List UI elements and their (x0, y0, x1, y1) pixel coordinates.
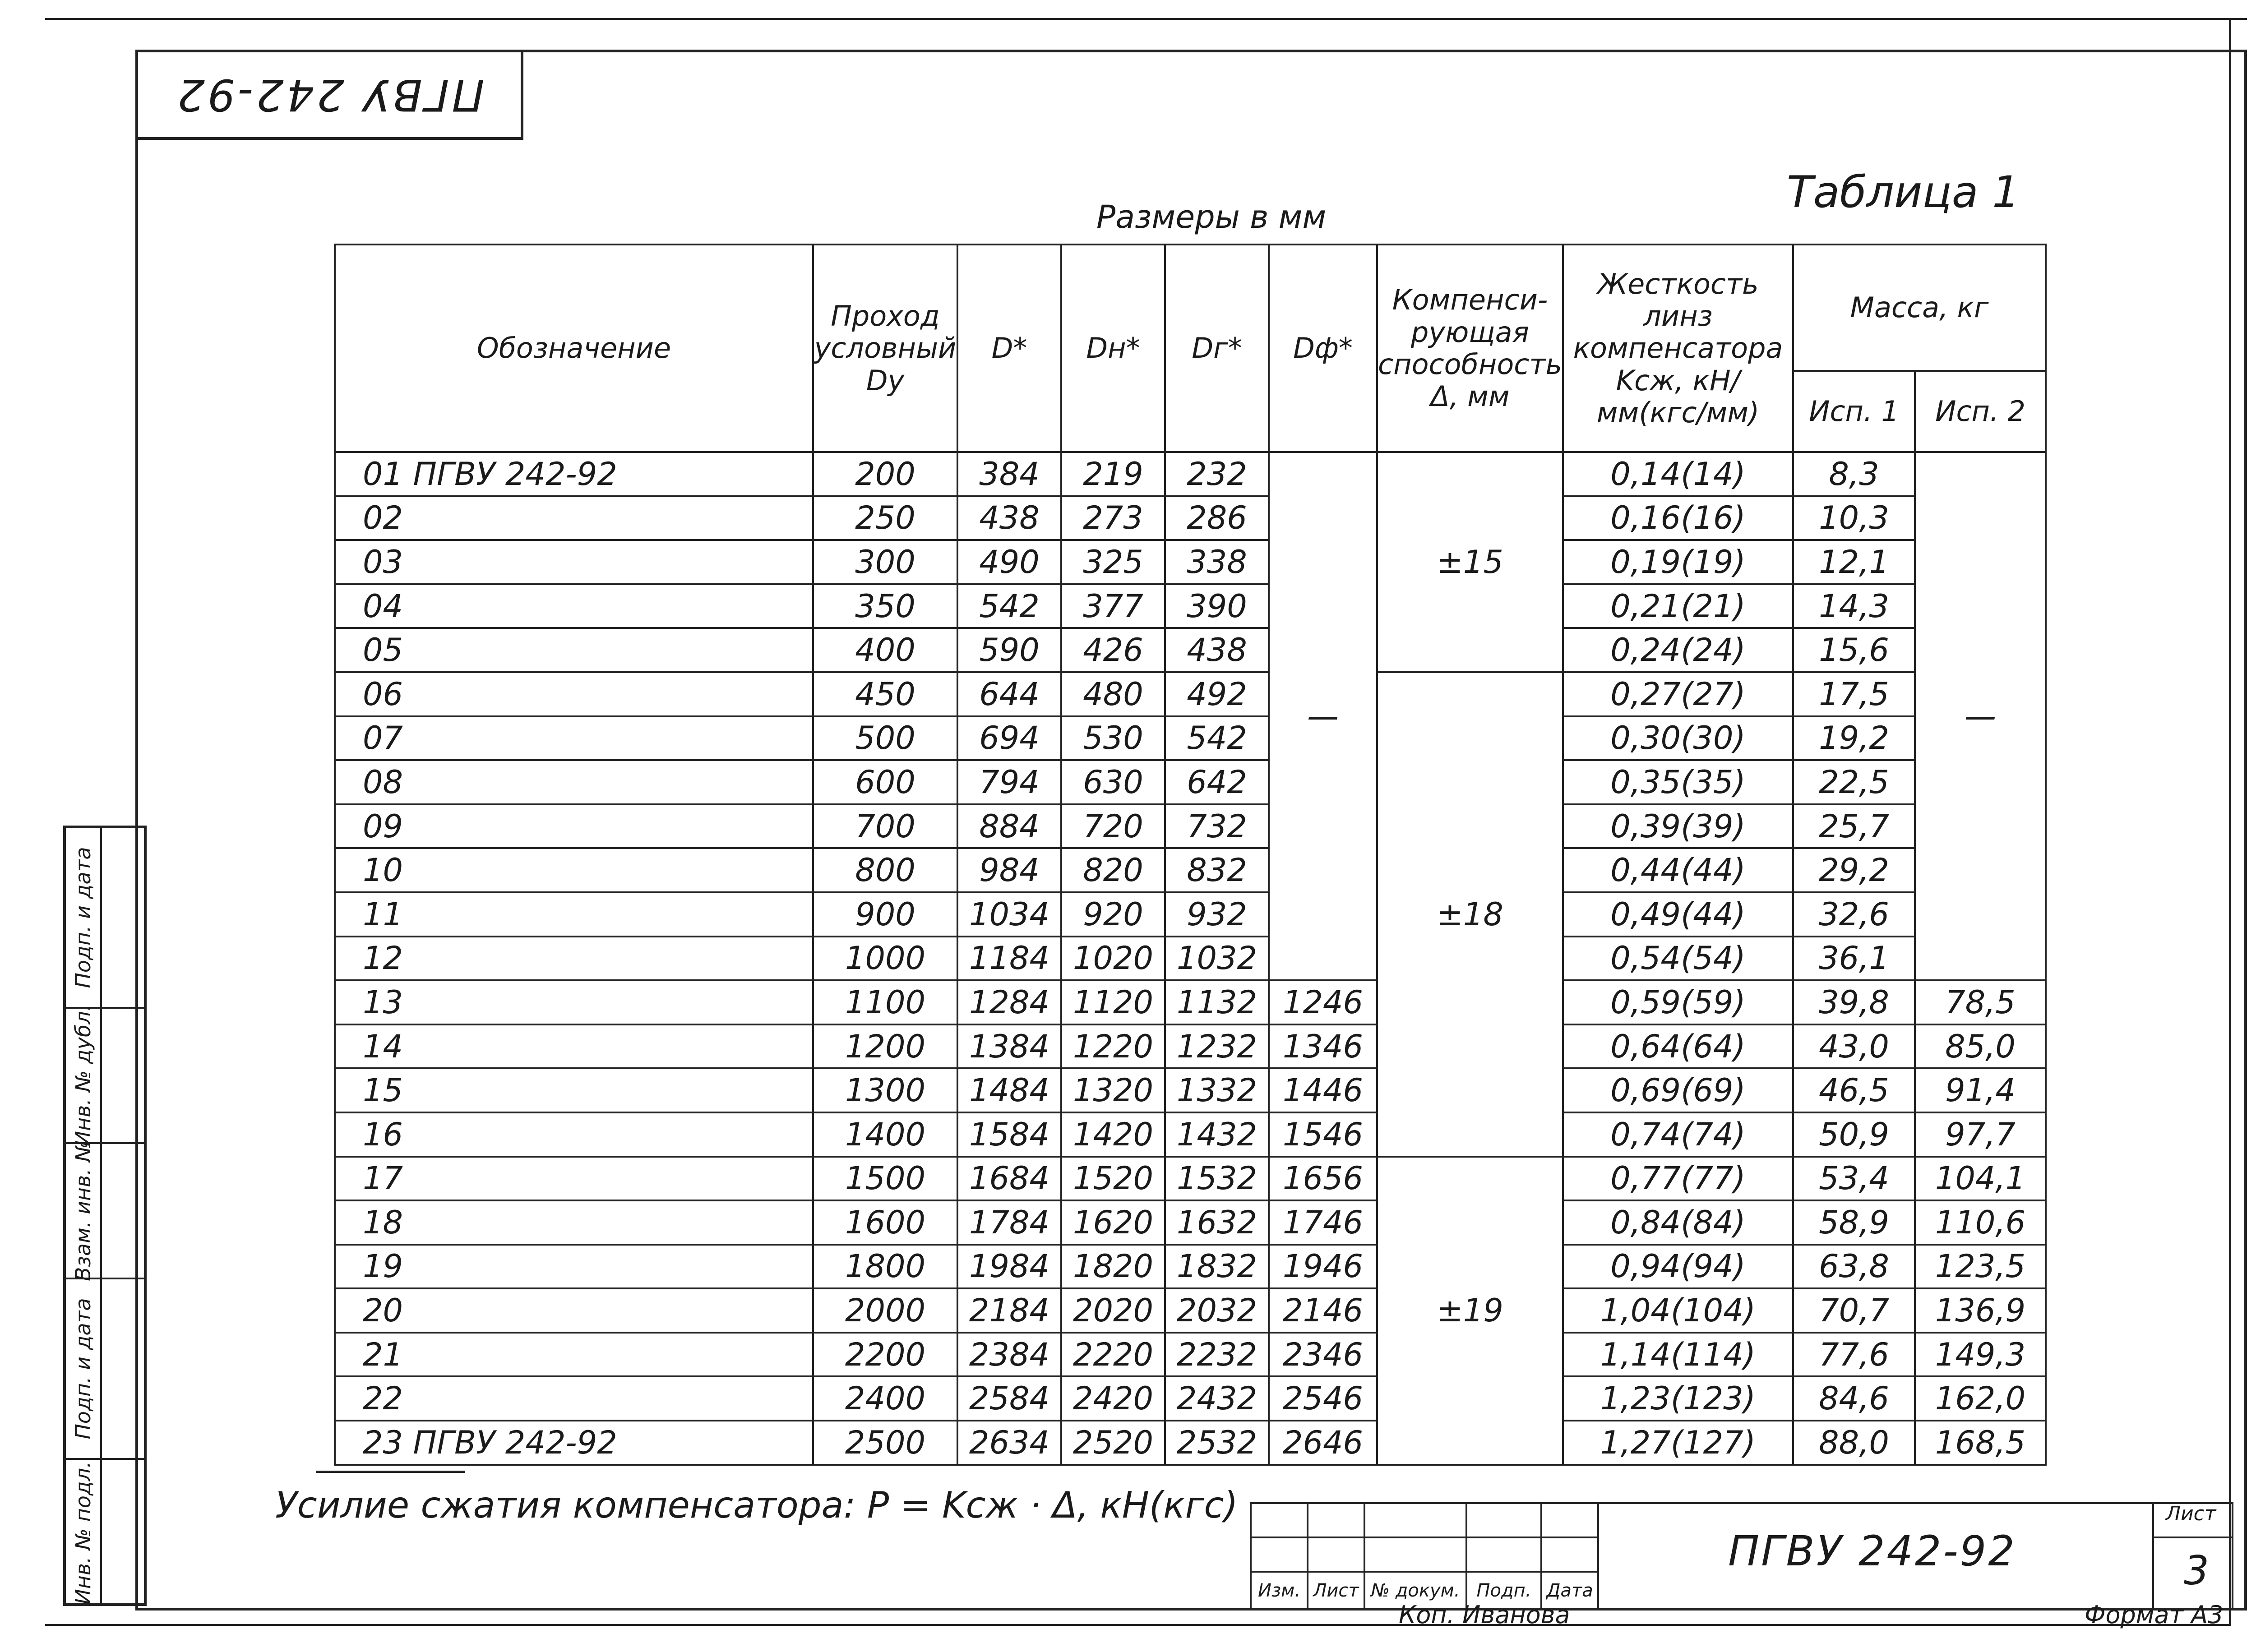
cell-d: 2384 (957, 1333, 1061, 1377)
cell-df-dash: — (1269, 452, 1377, 980)
cell-mass-isp1: 36,1 (1793, 937, 1915, 981)
tb-col-sign: Подп. (1465, 1571, 1542, 1610)
cell-d: 1984 (957, 1245, 1061, 1289)
header-dg: Dг* (1165, 245, 1269, 452)
force-note: Усилие сжатия компенсатора: P = Kсж · Δ, кН(кгс) (275, 1484, 1238, 1526)
table-row (335, 848, 2046, 892)
cell-d: 794 (957, 760, 1061, 804)
cell-dy: 800 (813, 848, 957, 892)
top-stamp (135, 50, 523, 140)
cell-designation: 23 ПГВУ 242-92 (335, 1421, 813, 1465)
header-designation: Обозначение (335, 245, 813, 452)
cell-dn: 2420 (1061, 1376, 1165, 1421)
side-label-5: Инв. № подл. (71, 1461, 95, 1605)
tb-col-list: Лист (1307, 1571, 1365, 1610)
cell-mass-isp2: 78,5 (1915, 980, 2046, 1024)
table-row (335, 716, 2046, 761)
cell-stiffness: 1,14(114) (1563, 1333, 1793, 1377)
cell-dy: 1100 (813, 980, 957, 1024)
cell-d: 884 (957, 804, 1061, 849)
cell-mass-isp1: 43,0 (1793, 1024, 1915, 1069)
cell-designation: 16 (335, 1112, 813, 1157)
cell-d: 590 (957, 628, 1061, 672)
cell-d: 1384 (957, 1024, 1061, 1069)
cell-d: 542 (957, 584, 1061, 628)
cell-dy: 2400 (813, 1376, 957, 1421)
cell-dn: 1820 (1061, 1245, 1165, 1289)
cell-dg: 832 (1165, 848, 1269, 892)
sheet-number: 3 (2184, 1547, 2209, 1594)
cell-dy: 200 (813, 452, 957, 496)
cell-d: 438 (957, 496, 1061, 540)
table-row (335, 1288, 2046, 1333)
table-row (335, 1376, 2046, 1421)
cell-mass-isp1: 77,6 (1793, 1333, 1915, 1377)
cell-dn: 2520 (1061, 1421, 1165, 1465)
cell-dg: 492 (1165, 672, 1269, 716)
cell-stiffness: 0,59(59) (1563, 980, 1793, 1024)
cell-dg: 642 (1165, 760, 1269, 804)
cell-mass-isp1: 15,6 (1793, 628, 1915, 672)
cell-dg: 1532 (1165, 1157, 1269, 1201)
cell-stiffness: 0,69(69) (1563, 1068, 1793, 1112)
table-row (335, 1068, 2046, 1112)
outer-top-line (45, 18, 2247, 20)
cell-mass-isp1: 63,8 (1793, 1245, 1915, 1289)
cell-stiffness: 0,27(27) (1563, 672, 1793, 716)
cell-df: 2546 (1269, 1376, 1377, 1421)
table-row (335, 937, 2046, 981)
cell-stiffness: 0,94(94) (1563, 1245, 1793, 1289)
table-row (335, 672, 2046, 716)
cell-dg: 932 (1165, 892, 1269, 937)
cell-dn: 2220 (1061, 1333, 1165, 1377)
cell-dy: 900 (813, 892, 957, 937)
cell-dy: 350 (813, 584, 957, 628)
cell-designation: 17 (335, 1157, 813, 1201)
cell-dg: 286 (1165, 496, 1269, 540)
cell-dn: 720 (1061, 804, 1165, 849)
cell-dg: 1832 (1165, 1245, 1269, 1289)
cell-d: 1784 (957, 1200, 1061, 1245)
cell-dy: 1200 (813, 1024, 957, 1069)
header-mass: Масса, кг (1793, 245, 2046, 371)
cell-df: 1246 (1269, 980, 1377, 1024)
cell-designation: 18 (335, 1200, 813, 1245)
cell-dy: 300 (813, 540, 957, 584)
side-label-4: Подп. и дата (71, 1298, 95, 1440)
side-strip (63, 826, 147, 1606)
cell-designation: 11 (335, 892, 813, 937)
cell-mass-isp1: 12,1 (1793, 540, 1915, 584)
cell-dn: 530 (1061, 716, 1165, 761)
cell-dn: 1420 (1061, 1112, 1165, 1157)
side-cell-2 (66, 1004, 144, 1147)
header-d: D* (957, 245, 1061, 452)
cell-designation: 13 (335, 980, 813, 1024)
side-cell-1 (66, 828, 144, 1009)
cell-mass-isp2: 91,4 (1915, 1068, 2046, 1112)
cell-d: 384 (957, 452, 1061, 496)
cell-dn: 480 (1061, 672, 1165, 716)
cell-d: 644 (957, 672, 1061, 716)
cell-mass-isp2: 162,0 (1915, 1376, 2046, 1421)
cell-d: 2584 (957, 1376, 1061, 1421)
cell-stiffness: 0,49(44) (1563, 892, 1793, 937)
cell-stiffness: 0,74(74) (1563, 1112, 1793, 1157)
cell-mass-isp1: 39,8 (1793, 980, 1915, 1024)
table-row (335, 1333, 2046, 1377)
cell-stiffness: 0,16(16) (1563, 496, 1793, 540)
cell-df: 1656 (1269, 1157, 1377, 1201)
cell-designation: 10 (335, 848, 813, 892)
cell-stiffness: 0,19(19) (1563, 540, 1793, 584)
cell-stiffness: 0,39(39) (1563, 804, 1793, 849)
cell-designation: 07 (335, 716, 813, 761)
cell-d: 1034 (957, 892, 1061, 937)
cell-dy: 1800 (813, 1245, 957, 1289)
cell-dy: 1400 (813, 1112, 957, 1157)
cell-dg: 438 (1165, 628, 1269, 672)
format-label: Формат А3 (2085, 1601, 2224, 1629)
cell-mass-isp1: 17,5 (1793, 672, 1915, 716)
cell-dn: 820 (1061, 848, 1165, 892)
cell-compensation: ±18 (1377, 672, 1563, 1157)
cell-dn: 1220 (1061, 1024, 1165, 1069)
cell-d: 1484 (957, 1068, 1061, 1112)
cell-mass-isp1: 53,4 (1793, 1157, 1915, 1201)
outer-right-line (2229, 18, 2231, 1624)
cell-dg: 732 (1165, 804, 1269, 849)
cell-compensation: ±19 (1377, 1157, 1563, 1465)
cell-dy: 2200 (813, 1333, 957, 1377)
cell-dg: 1332 (1165, 1068, 1269, 1112)
top-stamp-code: ПГВУ 242-92 (174, 69, 485, 120)
cell-designation: 21 (335, 1333, 813, 1377)
cell-d: 984 (957, 848, 1061, 892)
cell-stiffness: 0,24(24) (1563, 628, 1793, 672)
cell-designation: 20 (335, 1288, 813, 1333)
tb-col-doc: № докум. (1364, 1571, 1467, 1610)
note-divider (316, 1471, 465, 1473)
table-number: Таблица 1 (1787, 167, 2020, 217)
cell-mass-isp1: 32,6 (1793, 892, 1915, 937)
document-code: ПГВУ 242-92 (1728, 1527, 2016, 1575)
cell-dn: 426 (1061, 628, 1165, 672)
cell-d: 694 (957, 716, 1061, 761)
cell-mass-isp2-dash: — (1915, 452, 2046, 980)
cell-mass-isp1: 25,7 (1793, 804, 1915, 849)
cell-dg: 232 (1165, 452, 1269, 496)
cell-stiffness: 0,44(44) (1563, 848, 1793, 892)
table-row (335, 1024, 2046, 1069)
table-row (335, 496, 2046, 540)
cell-d: 1284 (957, 980, 1061, 1024)
cell-dn: 273 (1061, 496, 1165, 540)
table-row (335, 1112, 2046, 1157)
cell-stiffness: 0,14(14) (1563, 452, 1793, 496)
cell-mass-isp1: 70,7 (1793, 1288, 1915, 1333)
table-row (335, 1421, 2046, 1465)
cell-mass-isp1: 8,3 (1793, 452, 1915, 496)
cell-dn: 219 (1061, 452, 1165, 496)
cell-dy: 250 (813, 496, 957, 540)
cell-stiffness: 1,23(123) (1563, 1376, 1793, 1421)
cell-stiffness: 0,84(84) (1563, 1200, 1793, 1245)
cell-compensation: ±15 (1377, 452, 1563, 672)
cell-stiffness: 0,21(21) (1563, 584, 1793, 628)
cell-dy: 1600 (813, 1200, 957, 1245)
side-cell-5 (66, 1460, 144, 1606)
cell-stiffness: 0,35(35) (1563, 760, 1793, 804)
cell-stiffness: 0,30(30) (1563, 716, 1793, 761)
cell-mass-isp2: 85,0 (1915, 1024, 2046, 1069)
cell-df: 1746 (1269, 1200, 1377, 1245)
cell-df: 1946 (1269, 1245, 1377, 1289)
cell-dy: 1500 (813, 1157, 957, 1201)
cell-dg: 2032 (1165, 1288, 1269, 1333)
cell-dy: 400 (813, 628, 957, 672)
cell-mass-isp2: 136,9 (1915, 1288, 2046, 1333)
cell-dg: 1032 (1165, 937, 1269, 981)
cell-designation: 22 (335, 1376, 813, 1421)
cell-df: 1546 (1269, 1112, 1377, 1157)
copy-label: Коп. Иванова (1399, 1601, 1570, 1629)
cell-dg: 1132 (1165, 980, 1269, 1024)
cell-dg: 1632 (1165, 1200, 1269, 1245)
cell-dy: 1300 (813, 1068, 957, 1112)
table-row (335, 452, 2046, 496)
cell-mass-isp1: 29,2 (1793, 848, 1915, 892)
cell-designation: 19 (335, 1245, 813, 1289)
cell-mass-isp1: 14,3 (1793, 584, 1915, 628)
table-row (335, 628, 2046, 672)
cell-mass-isp2: 110,6 (1915, 1200, 2046, 1245)
cell-d: 1184 (957, 937, 1061, 981)
table-row (335, 892, 2046, 937)
table-body (335, 452, 2046, 1465)
cell-dy: 2000 (813, 1288, 957, 1333)
table-row (335, 1245, 2046, 1289)
cell-designation: 04 (335, 584, 813, 628)
tb-col-izm: Изм. (1250, 1571, 1308, 1610)
cell-dy: 700 (813, 804, 957, 849)
cell-mass-isp1: 84,6 (1793, 1376, 1915, 1421)
side-cell-4 (66, 1279, 144, 1460)
cell-dg: 2232 (1165, 1333, 1269, 1377)
cell-designation: 02 (335, 496, 813, 540)
cell-designation: 12 (335, 937, 813, 981)
cell-dn: 1620 (1061, 1200, 1165, 1245)
cell-dg: 2432 (1165, 1376, 1269, 1421)
cell-mass-isp2: 104,1 (1915, 1157, 2046, 1201)
header-stiff: Жесткость линз компенсатора Kсж, кН/мм(кгс/мм) (1563, 245, 1793, 452)
sheet-label: Лист (2166, 1502, 2216, 1525)
cell-dy: 450 (813, 672, 957, 716)
side-label-1: Подп. и дата (71, 847, 95, 988)
table-row (335, 540, 2046, 584)
table-row (335, 1157, 2046, 1201)
cell-d: 2634 (957, 1421, 1061, 1465)
cell-dn: 325 (1061, 540, 1165, 584)
table-row (335, 980, 2046, 1024)
side-label-3: Взам. инв. № (71, 1140, 95, 1282)
cell-mass-isp1: 88,0 (1793, 1421, 1915, 1465)
cell-designation: 09 (335, 804, 813, 849)
cell-designation: 05 (335, 628, 813, 672)
cell-mass-isp1: 22,5 (1793, 760, 1915, 804)
cell-mass-isp2: 168,5 (1915, 1421, 2046, 1465)
cell-d: 1684 (957, 1157, 1061, 1201)
cell-dn: 1020 (1061, 937, 1165, 981)
cell-dn: 1320 (1061, 1068, 1165, 1112)
cell-dy: 2500 (813, 1421, 957, 1465)
side-cell-3 (66, 1140, 144, 1282)
dimensions-table (334, 244, 2047, 1466)
table-row (335, 584, 2046, 628)
cell-dg: 2532 (1165, 1421, 1269, 1465)
cell-designation: 14 (335, 1024, 813, 1069)
side-label-2: Инв. № дубл. (71, 1004, 95, 1147)
cell-stiffness: 0,54(54) (1563, 937, 1793, 981)
header-df: Dф* (1269, 245, 1377, 452)
cell-stiffness: 0,77(77) (1563, 1157, 1793, 1201)
table-row (335, 1200, 2046, 1245)
cell-df: 1446 (1269, 1068, 1377, 1112)
table-row (335, 804, 2046, 849)
cell-mass-isp1: 50,9 (1793, 1112, 1915, 1157)
cell-df: 1346 (1269, 1024, 1377, 1069)
cell-designation: 06 (335, 672, 813, 716)
cell-d: 1584 (957, 1112, 1061, 1157)
cell-dg: 1232 (1165, 1024, 1269, 1069)
cell-df: 2346 (1269, 1333, 1377, 1377)
cell-df: 2646 (1269, 1421, 1377, 1465)
outer-bottom-line (45, 1624, 2231, 1626)
cell-designation: 15 (335, 1068, 813, 1112)
cell-dn: 1120 (1061, 980, 1165, 1024)
cell-dy: 1000 (813, 937, 957, 981)
cell-stiffness: 1,04(104) (1563, 1288, 1793, 1333)
cell-designation: 08 (335, 760, 813, 804)
cell-mass-isp1: 10,3 (1793, 496, 1915, 540)
cell-dn: 377 (1061, 584, 1165, 628)
header-isp2: Исп. 2 (1915, 371, 2046, 452)
cell-dg: 390 (1165, 584, 1269, 628)
table-caption: Размеры в мм (1096, 198, 1327, 235)
cell-stiffness: 0,64(64) (1563, 1024, 1793, 1069)
cell-mass-isp2: 123,5 (1915, 1245, 2046, 1289)
cell-mass-isp2: 149,3 (1915, 1333, 2046, 1377)
cell-designation: 01 ПГВУ 242-92 (335, 452, 813, 496)
table-row (335, 760, 2046, 804)
cell-dg: 338 (1165, 540, 1269, 584)
cell-dy: 500 (813, 716, 957, 761)
cell-dn: 1520 (1061, 1157, 1165, 1201)
cell-stiffness: 1,27(127) (1563, 1421, 1793, 1465)
cell-dy: 600 (813, 760, 957, 804)
cell-mass-isp2: 97,7 (1915, 1112, 2046, 1157)
tb-col-date: Дата (1540, 1571, 1599, 1610)
cell-mass-isp1: 19,2 (1793, 716, 1915, 761)
cell-designation: 03 (335, 540, 813, 584)
cell-dn: 920 (1061, 892, 1165, 937)
header-comp: Компенси- рующая способность Δ, мм (1377, 245, 1563, 452)
header-dn: Dн* (1061, 245, 1165, 452)
cell-d: 490 (957, 540, 1061, 584)
cell-dn: 630 (1061, 760, 1165, 804)
cell-mass-isp1: 58,9 (1793, 1200, 1915, 1245)
cell-dg: 542 (1165, 716, 1269, 761)
cell-mass-isp1: 46,5 (1793, 1068, 1915, 1112)
cell-dn: 2020 (1061, 1288, 1165, 1333)
header-dy: Проход условный Dy (813, 245, 957, 452)
cell-d: 2184 (957, 1288, 1061, 1333)
cell-dg: 1432 (1165, 1112, 1269, 1157)
header-isp1: Исп. 1 (1793, 371, 1915, 452)
cell-df: 2146 (1269, 1288, 1377, 1333)
